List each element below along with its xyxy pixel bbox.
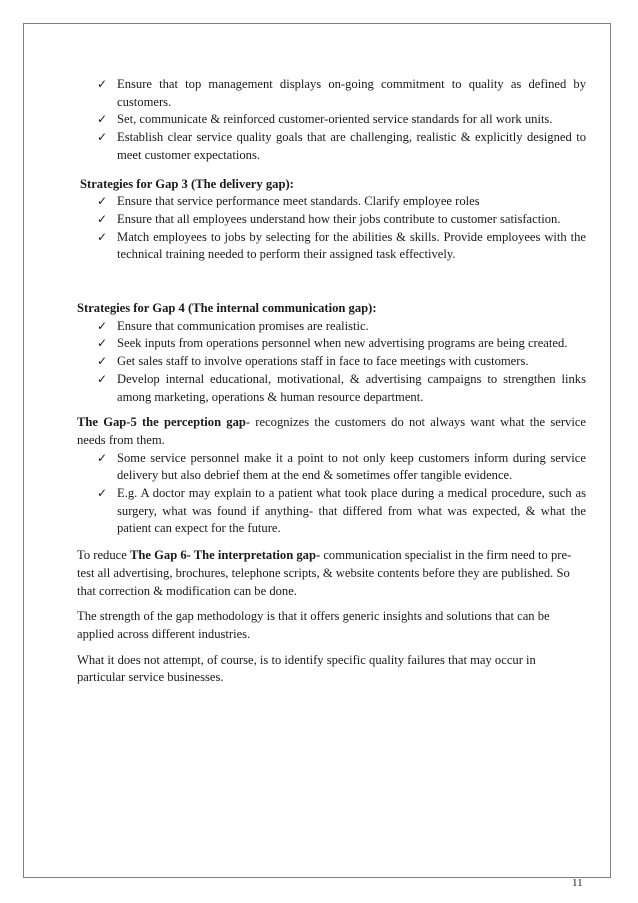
list-item: ✓ Match employees to jobs by selecting for the abilities & skills. Provide employees with the technical training needed to perform their assigned task effectively.	[97, 229, 586, 262]
check-icon: ✓	[97, 130, 108, 145]
strength-paragraph: The strength of the gap methodology is that it offers generic insights and solutions that can be applied across different industries.	[77, 609, 550, 641]
list-item: ✓ Get sales staff to involve operations staff in face to face meetings with customers.	[77, 353, 586, 371]
gap4-list	[77, 318, 586, 407]
gap5-list	[77, 450, 586, 539]
list-item: ✓ Set, communicate & reinforced customer-oriented service standards for all work units.	[77, 111, 586, 129]
gap6-term: The Gap 6- The interpretation gap-	[129, 548, 321, 563]
check-icon: ✓	[97, 486, 108, 501]
gap4-heading: Strategies for Gap 4 (The internal communication gap):	[77, 301, 377, 316]
check-icon: ✓	[97, 450, 108, 465]
list-item: ✓ Develop internal educational, motivational, & advertising campaigns to strengthen links among marketing, operations & human resource department.	[97, 371, 586, 404]
gap5-term: The Gap-5 the perception gap	[77, 415, 246, 430]
gap6-paragraph: To reduce The Gap 6- The interpretation gap- communication specialist in the firm need to pre-test all advertising, brochures, telephone scripts, & website contents before they are published. So that correction & modification can be done.	[77, 548, 572, 598]
check-icon: ✓	[97, 336, 108, 351]
check-icon: ✓	[97, 112, 108, 127]
top-list	[77, 76, 586, 165]
limitation-paragraph: What it does not attempt, of course, is to identify specific quality failures that may occur in particular service businesses.	[77, 652, 536, 685]
gap3-heading: Strategies for Gap 3 (The delivery gap):	[80, 176, 294, 191]
gap3-list	[77, 193, 586, 264]
list-item: ✓ Ensure that service performance meet standards. Clarify employee roles	[77, 193, 586, 211]
list-item: ✓ Establish clear service quality goals that are challenging, realistic & explicitly designed to meet customer expectations.	[97, 130, 586, 162]
list-item: ✓ Seek inputs from operations personnel when new advertising programs are being created.	[77, 335, 586, 353]
page-number: 11	[572, 877, 583, 889]
list-item: ✓ Ensure that top management displays on-going commitment to quality as defined by customers.	[97, 77, 586, 109]
document-body	[77, 76, 586, 687]
gap5-paragraph: The Gap-5 the perception gap- recognizes the customers do not always want what the service needs from them.	[77, 415, 586, 447]
list-item: ✓ Some service personnel make it a point to not only keep customers inform during service delivery but also debrief them at the end & sometimes offer tangible evidence.	[97, 450, 586, 483]
list-item: ✓ Ensure that communication promises are realistic.	[77, 318, 586, 336]
check-icon: ✓	[97, 194, 108, 209]
check-icon: ✓	[97, 211, 108, 226]
check-icon: ✓	[97, 354, 108, 369]
list-item: ✓ Ensure that all employees understand how their jobs contribute to customer satisfaction.	[77, 211, 586, 229]
list-item: ✓ E.g. A doctor may explain to a patient what took place during a medical procedure, such as surgery, what was found if anything- that differed from what was expected, & what the patient can expect for the future.	[97, 486, 586, 536]
check-icon: ✓	[97, 229, 108, 244]
check-icon: ✓	[97, 318, 108, 333]
check-icon: ✓	[97, 77, 108, 91]
check-icon: ✓	[97, 371, 108, 386]
